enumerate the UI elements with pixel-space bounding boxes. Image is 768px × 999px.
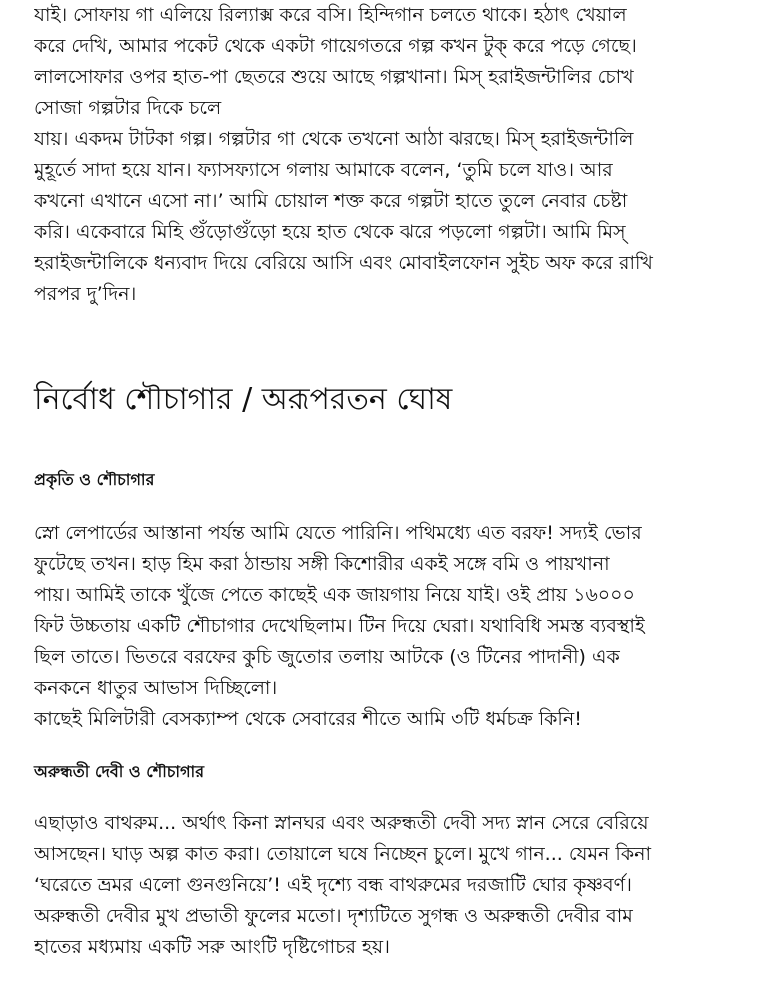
text-line: কখনো এখানে এসো না।’ আমি চোয়াল শক্ত করে গল্পটা হাতে তুলে নেবার চেষ্টা	[34, 190, 628, 212]
text-line: হরাইজন্টালিকে ধন্যবাদ দিয়ে বেরিয়ে আসি এবং মোবাইলফোন সুইচ অফ করে রাখি	[34, 252, 653, 274]
section-paragraph	[34, 808, 734, 963]
text-line: সোজা গল্পটার দিকে চলে	[34, 97, 222, 119]
text-line: ফুটেছে তখন। হাড় হিম করা ঠান্ডায় সঙ্গী কিশোরীর একই সঙ্গে বমি ও পায়খানা	[34, 553, 610, 575]
section-paragraph	[34, 518, 734, 735]
text-line: পরপর দু’দিন।	[34, 283, 137, 305]
text-line: পায়। আমিই তাকে খুঁজে পেতে কাছেই এক জায়গায় নিয়ে যাই। ওই প্রায় ১৬০০০	[34, 584, 635, 606]
text-line: মুহূর্তে সাদা হয়ে যান। ফ্যাসফ্যাসে গলায় আমাকে বলেন, ‘তুমি চলে যাও। আর	[34, 159, 613, 181]
text-line: ছিল তাতে। ভিতরে বরফের কুচি জুতোর তলায় আটকে (ও টিনের পাদানী) এক	[34, 646, 620, 668]
section-heading: প্রকৃতি ও শৌচাগার	[34, 470, 155, 489]
text-line: করে দেখি, আমার পকেট থেকে একটা গায়েগতরে গল্প কখন টুক্ করে পড়ে গেছে।	[34, 35, 637, 57]
text-line: এছাড়াও বাথরুম... অর্থাৎ কিনা স্নানঘর এবং অরুন্ধতী দেবী সদ্য স্নান সেরে বেরিয়ে	[34, 812, 649, 834]
section-heading: অরুন্ধতী দেবী ও শৌচাগার	[34, 762, 204, 781]
text-line: করি। একেবারে মিহি গুঁড়োগুঁড়ো হয়ে হাত থেকে ঝরে পড়লো গল্পটা। আমি মিস্	[34, 221, 626, 243]
text-line: হাতের মধ্যমায় একটি সরু আংটি দৃষ্টিগোচর হয়।	[34, 936, 390, 958]
text-line: স্নো লেপার্ডের আস্তানা পর্যন্ত আমি যেতে পারিনি। পথিমধ্যে এত বরফ! সদ্যই ভোর	[34, 522, 642, 544]
text-line: যাই। সোফায় গা এলিয়ে রিল্যাক্স করে বসি। হিন্দিগান চলতে থাকে। হঠাৎ খেয়াল	[34, 4, 627, 26]
article-title: নির্বোধ শৌচাগার / অরূপরতন ঘোষ	[34, 382, 453, 417]
text-line: ফিট উচ্চতায় একটি শৌচাগার দেখেছিলাম। টিন দিয়ে ঘেরা। যথাবিধি সমস্ত ব্যবস্থাই	[34, 615, 645, 637]
text-line: ‘ঘরেতে ভ্রমর এলো গুনগুনিয়ে’! এই দৃশ্যে বন্ধ বাথরুমের দরজাটি ঘোর কৃষ্ণবর্ণ।	[34, 874, 632, 896]
text-line: কাছেই মিলিটারী বেসক্যাম্প থেকে সেবারের শীতে আমি ৩টি ধর্মচক্র কিনি!	[34, 708, 582, 730]
intro-paragraph	[34, 0, 734, 310]
text-line: যায়। একদম টাটকা গল্প। গল্পটার গা থেকে তখনো আঠা ঝরছে। মিস্ হরাইজন্টালি	[34, 128, 634, 150]
text-line: কনকনে ধাতুর আভাস দিচ্ছিলো।	[34, 677, 278, 699]
text-line: অরুন্ধতী দেবীর মুখ প্রভাতী ফুলের মতো। দৃশ্যটিতে সুগন্ধ ও অরুন্ধতী দেবীর বাম	[34, 905, 633, 927]
text-line: লালসোফার ওপর হাত-পা ছেতরে শুয়ে আছে গল্পখানা। মিস্ হরাইজন্টালির চোখ	[34, 66, 634, 88]
text-line: আসছেন। ঘাড় অল্প কাত করা। তোয়ালে ঘষে নিচ্ছেন চুলে। মুখে গান... যেমন কিনা	[34, 843, 652, 865]
